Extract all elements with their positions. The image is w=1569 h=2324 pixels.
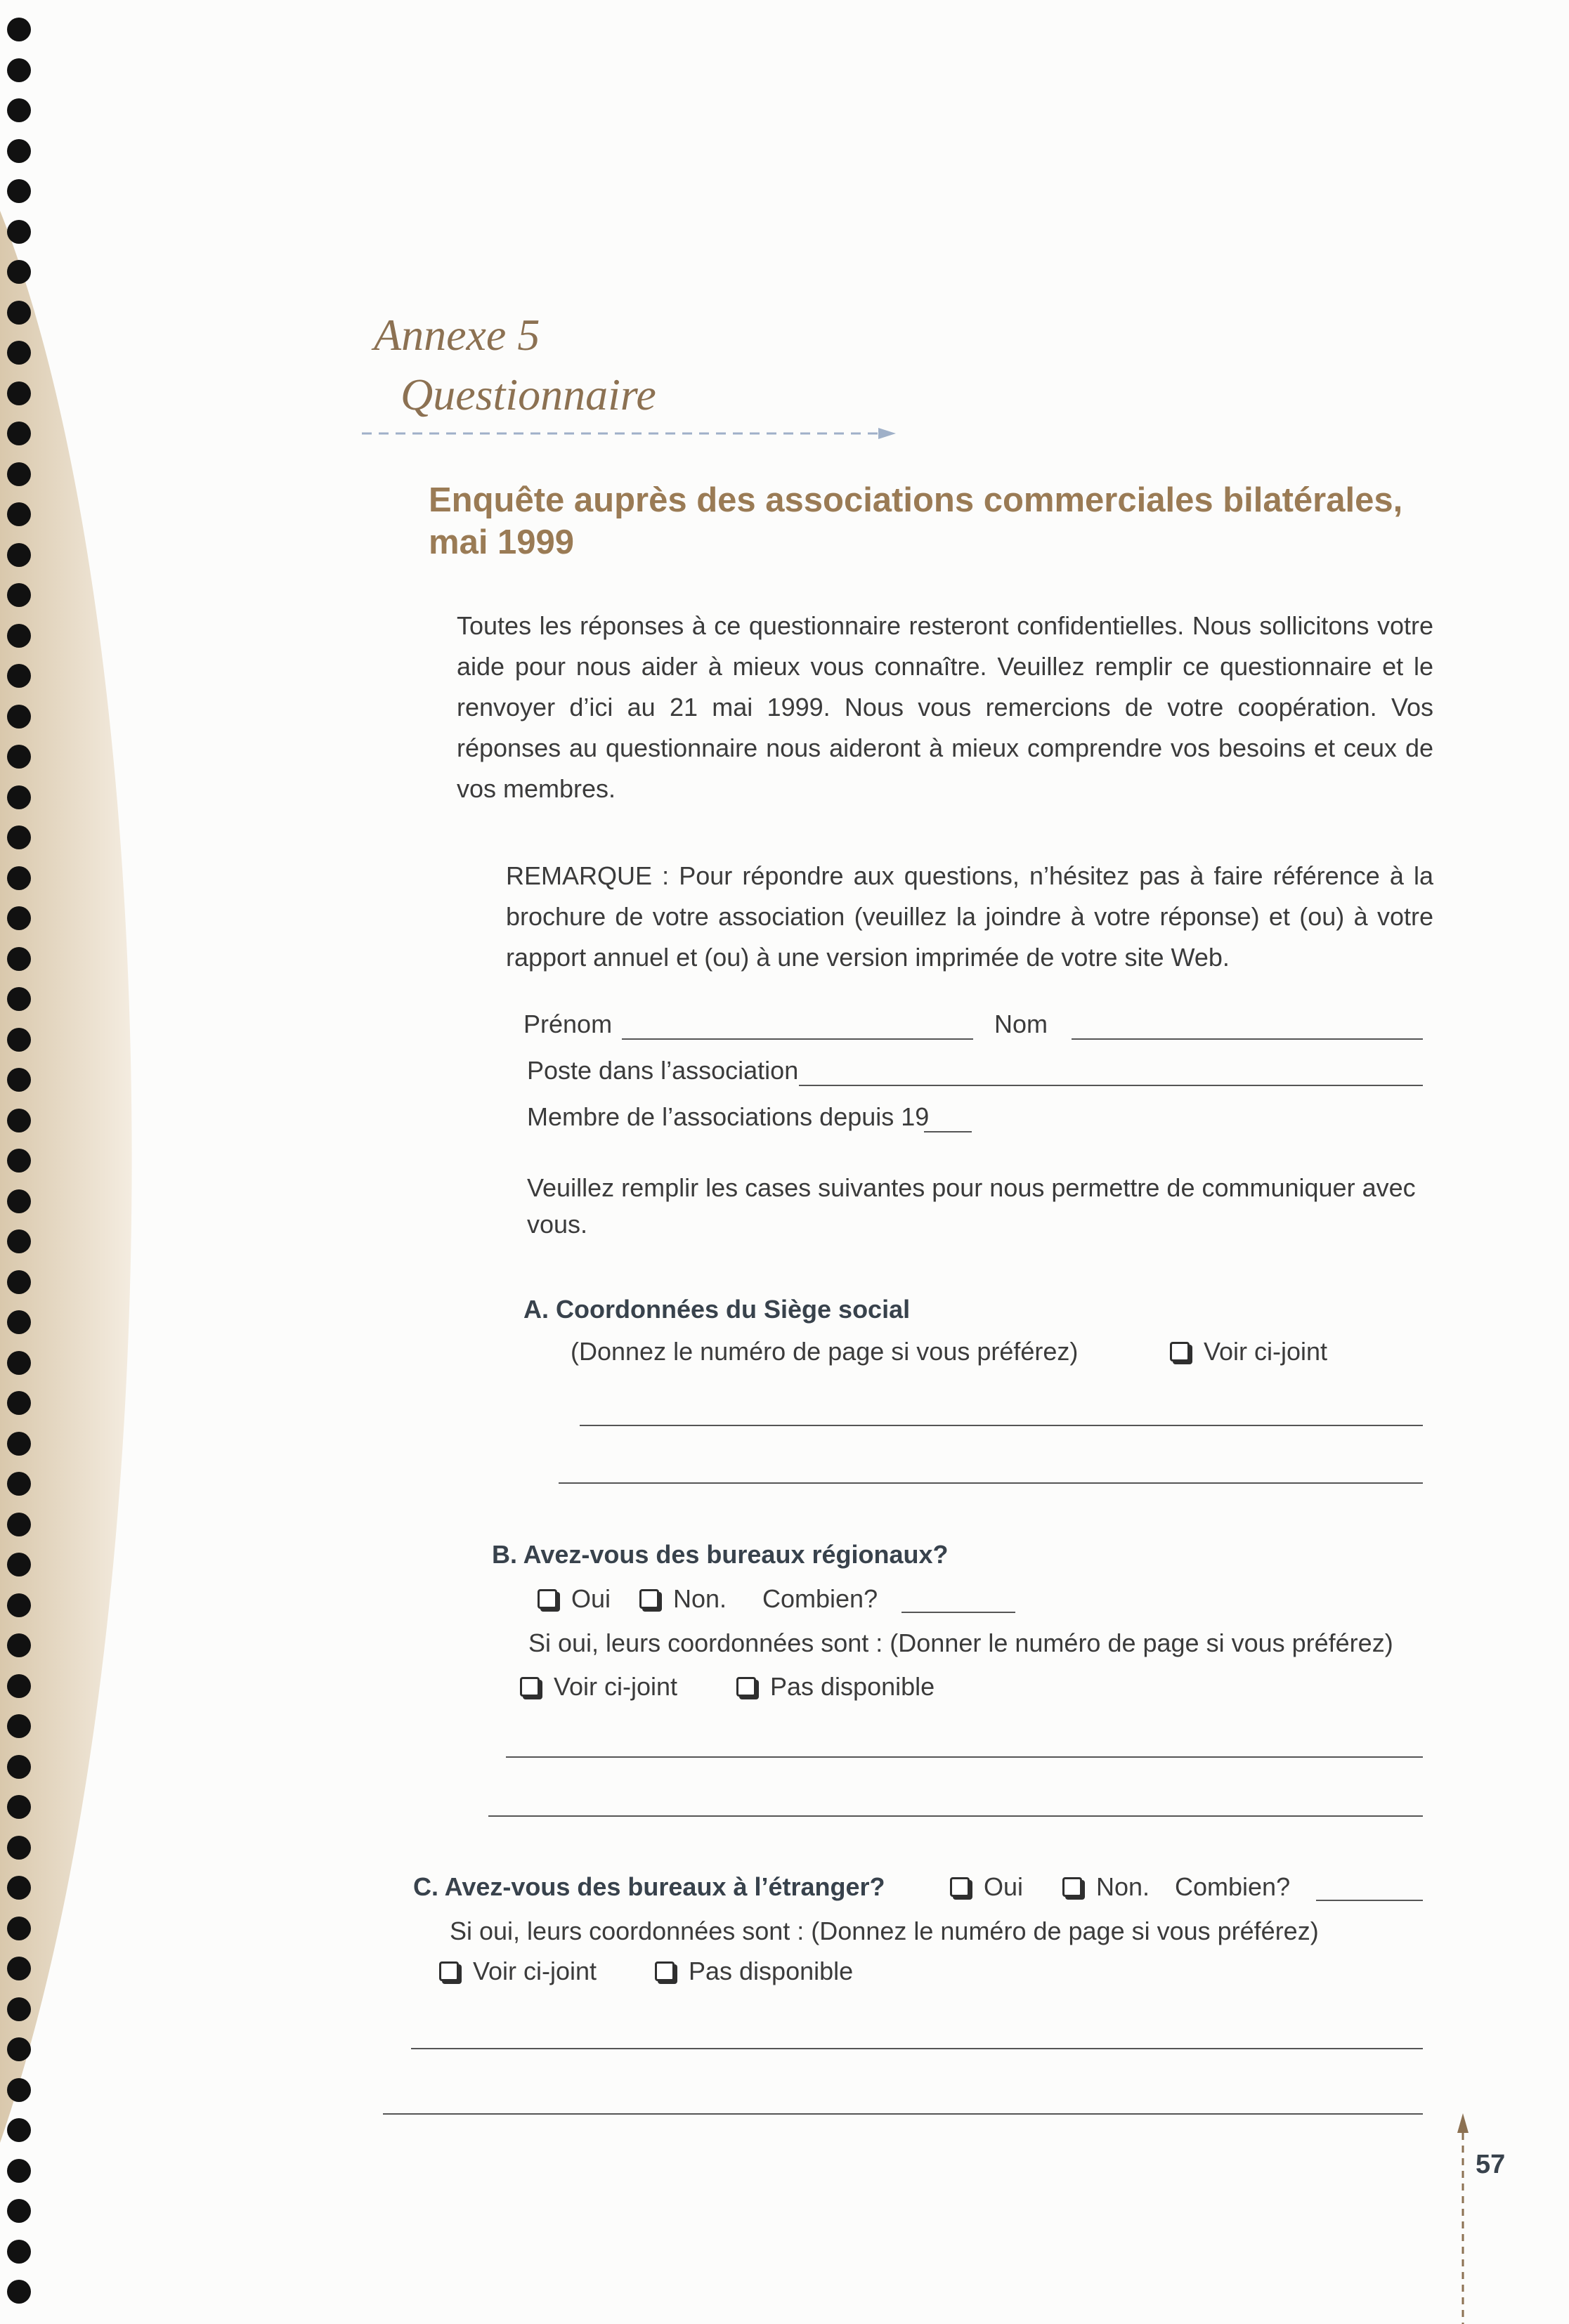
binding-hole	[7, 1633, 31, 1657]
checkbox-label: Non.	[1096, 1872, 1150, 1901]
binding-hole	[7, 1795, 31, 1819]
up-arrow-icon	[1454, 2113, 1471, 2324]
dashed-arrow-icon	[362, 425, 896, 442]
binding-hole	[7, 1270, 31, 1294]
checkbox-label: Voir ci-joint	[1204, 1337, 1328, 1366]
binding-hole	[7, 825, 31, 849]
last-name-field[interactable]	[1072, 1038, 1423, 1040]
section-c-heading: C. Avez-vous des bureaux à l’étranger?	[413, 1872, 885, 1901]
binding-hole	[7, 260, 31, 284]
section-a-heading: A. Coordonnées du Siège social	[523, 1295, 911, 1324]
binding-hole	[7, 987, 31, 1011]
binding-hole	[7, 745, 31, 769]
checkbox-label: Voir ci-joint	[554, 1672, 678, 1701]
section-b-no-checkbox[interactable]	[639, 1584, 727, 1614]
remark-paragraph: REMARQUE : Pour répondre aux questions, n’hésitez pas à faire référence à la brochure de votre association (veuillez la joindre à votre réponse) et (ou) à votre rapport annuel et (ou) à une version imprimée de votre site Web.	[506, 861, 1433, 972]
binding-hole	[7, 462, 31, 486]
page-number: 57	[1476, 2150, 1506, 2179]
binding-hole	[7, 1755, 31, 1779]
binding-hole	[7, 947, 31, 971]
binding-hole	[7, 1109, 31, 1132]
checkbox-icon	[1062, 1877, 1082, 1897]
checkbox-icon	[950, 1877, 970, 1897]
checkbox-label: Pas disponible	[770, 1672, 935, 1701]
binding-hole	[7, 1432, 31, 1456]
binding-hole	[7, 1957, 31, 1980]
section-b-line-1[interactable]	[506, 1756, 1423, 1758]
section-a-see-attached-checkbox[interactable]	[1170, 1337, 1327, 1366]
binding-hole	[7, 906, 31, 930]
section-c-see-attached-checkbox[interactable]	[439, 1957, 597, 1986]
section-c-how-many-field[interactable]	[1316, 1900, 1423, 1901]
binding-hole	[7, 1068, 31, 1092]
section-b-see-attached-checkbox[interactable]	[520, 1672, 677, 1702]
binding-hole	[7, 2078, 31, 2102]
checkbox-icon	[655, 1961, 675, 1981]
checkbox-label: Non.	[673, 1584, 727, 1613]
last-name-label: Nom	[994, 1010, 1048, 1038]
binding-hole	[7, 1997, 31, 2021]
binding-hole	[7, 58, 31, 82]
binding-hole	[7, 1310, 31, 1334]
binding-hole	[7, 1513, 31, 1536]
binding-hole	[7, 1714, 31, 1738]
checkbox-label: Pas disponible	[689, 1957, 854, 1985]
section-c-no-checkbox[interactable]	[1062, 1872, 1150, 1902]
binding-hole	[7, 1229, 31, 1253]
position-label: Poste dans l’association	[527, 1056, 799, 1085]
position-field[interactable]	[799, 1085, 1423, 1086]
binding-hole	[7, 1674, 31, 1698]
binding-hole	[7, 139, 31, 163]
first-name-label: Prénom	[523, 1010, 613, 1038]
binding-hole	[7, 543, 31, 567]
binding-hole	[7, 18, 31, 41]
binding-hole	[7, 301, 31, 325]
member-since-field[interactable]	[924, 1131, 972, 1132]
survey-title: Enquête auprès des associations commerciales bilatérales, mai 1999	[429, 481, 1403, 561]
section-a-line-1[interactable]	[580, 1425, 1423, 1426]
section-b-if-yes: Si oui, leurs coordonnées sont : (Donner le numéro de page si vous préférez)	[528, 1628, 1393, 1657]
first-name-field[interactable]	[622, 1038, 973, 1040]
binding-hole	[7, 1149, 31, 1173]
binding-hole	[7, 2159, 31, 2183]
binding-hole	[7, 422, 31, 445]
binding-hole	[7, 1189, 31, 1213]
binding-hole	[7, 502, 31, 526]
annex-title: Questionnaire	[401, 370, 656, 419]
checkbox-label: Oui	[571, 1584, 611, 1613]
section-a-hint: (Donnez le numéro de page si vous préférez)	[571, 1337, 1079, 1366]
binding-hole	[7, 705, 31, 729]
section-b-yes-checkbox[interactable]	[538, 1584, 611, 1614]
section-c-if-yes: Si oui, leurs coordonnées sont : (Donnez le numéro de page si vous préférez)	[450, 1917, 1319, 1945]
section-b-not-available-checkbox[interactable]	[736, 1672, 935, 1702]
binding-hole	[7, 785, 31, 809]
checkbox-icon	[538, 1589, 557, 1609]
checkbox-icon	[1170, 1342, 1190, 1362]
intro-paragraph: Toutes les réponses à ce questionnaire resteront confidentielles. Nous sollicitons votre aide pour nous aider à mieux vous connaître. Veuillez remplir ce questionnaire et le renvoyer d’ici au 21 mai 1999. Nous vous remercions de votre coopération. Vos réponses au questionnaire nous aideront à mieux comprendre vos besoins et ceux de vos membres.	[457, 611, 1433, 803]
section-b-heading: B. Avez-vous des bureaux régionaux?	[492, 1540, 949, 1569]
section-c-not-available-checkbox[interactable]	[655, 1957, 853, 1986]
checkbox-label: Oui	[984, 1872, 1024, 1901]
section-c-how-many-label: Combien?	[1175, 1872, 1291, 1901]
binding-hole	[7, 220, 31, 244]
member-since-label: Membre de l’associations depuis 19	[527, 1102, 930, 1131]
section-c-yes-checkbox[interactable]	[950, 1872, 1023, 1902]
binding-hole	[7, 341, 31, 365]
binding-hole	[7, 2199, 31, 2223]
fill-instructions: Veuillez remplir les cases suivantes pour nous permettre de communiquer avec vous.	[527, 1173, 1416, 1239]
checkbox-label: Voir ci-joint	[473, 1957, 597, 1985]
binding-hole	[7, 1391, 31, 1415]
binding-hole	[7, 1351, 31, 1375]
section-b-how-many-field[interactable]	[901, 1612, 1015, 1613]
binding-hole	[7, 1028, 31, 1052]
binding-hole	[7, 1553, 31, 1576]
checkbox-icon	[439, 1961, 459, 1981]
spiral-binding	[0, 0, 42, 2324]
checkbox-icon	[639, 1589, 659, 1609]
section-b-line-2[interactable]	[488, 1815, 1423, 1817]
binding-hole	[7, 2240, 31, 2264]
binding-hole	[7, 1917, 31, 1940]
binding-hole	[7, 179, 31, 203]
section-c-line-1[interactable]	[411, 2048, 1423, 2049]
binding-hole	[7, 1472, 31, 1496]
binding-hole	[7, 664, 31, 688]
binding-hole	[7, 98, 31, 122]
checkbox-icon	[520, 1677, 540, 1697]
annex-number: Annexe 5	[374, 310, 540, 360]
binding-hole	[7, 866, 31, 890]
binding-hole	[7, 381, 31, 405]
section-a-line-2[interactable]	[559, 1482, 1423, 1484]
section-c-line-2[interactable]	[383, 2113, 1423, 2115]
binding-hole	[7, 1836, 31, 1860]
binding-hole	[7, 2280, 31, 2304]
binding-hole	[7, 1876, 31, 1900]
binding-hole	[7, 583, 31, 607]
binding-hole	[7, 1593, 31, 1617]
binding-hole	[7, 2037, 31, 2061]
section-b-how-many-label: Combien?	[762, 1584, 878, 1613]
checkbox-icon	[736, 1677, 756, 1697]
binding-hole	[7, 2118, 31, 2142]
binding-hole	[7, 624, 31, 648]
